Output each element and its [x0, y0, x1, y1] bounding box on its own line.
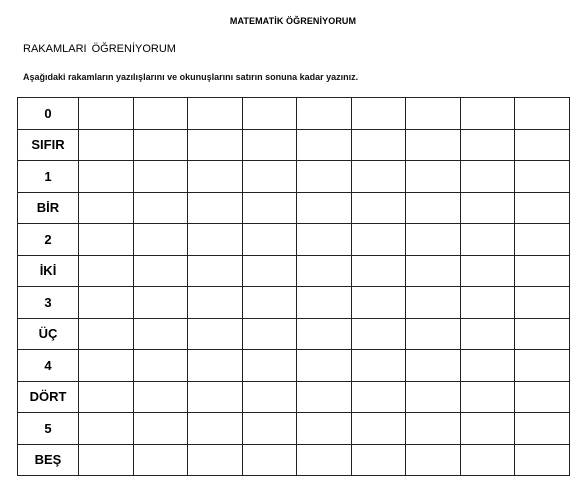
writing-cell[interactable] — [351, 413, 406, 445]
writing-cell[interactable] — [460, 192, 515, 224]
writing-cell[interactable] — [133, 444, 188, 476]
writing-cell[interactable] — [460, 98, 515, 130]
worksheet-grid-body — [18, 98, 570, 476]
writing-cell[interactable] — [515, 255, 570, 287]
writing-cell[interactable] — [188, 98, 243, 130]
worksheet-row — [18, 381, 570, 413]
row-label: BEŞ — [18, 444, 79, 476]
writing-cell[interactable] — [406, 381, 461, 413]
writing-cell[interactable] — [460, 413, 515, 445]
worksheet-row — [18, 255, 570, 287]
writing-cell[interactable] — [79, 98, 134, 130]
writing-cell[interactable] — [133, 381, 188, 413]
writing-cell[interactable] — [297, 255, 352, 287]
writing-cell[interactable] — [515, 129, 570, 161]
writing-cell[interactable] — [188, 192, 243, 224]
writing-cell[interactable] — [79, 255, 134, 287]
writing-cell[interactable] — [515, 287, 570, 319]
writing-cell[interactable] — [133, 318, 188, 350]
writing-cell[interactable] — [406, 129, 461, 161]
document-title: MATEMATİK ÖĞRENİYORUM — [229, 16, 357, 26]
writing-cell[interactable] — [188, 413, 243, 445]
writing-cell[interactable] — [188, 224, 243, 256]
row-label: ÜÇ — [18, 318, 79, 350]
writing-cell[interactable] — [351, 381, 406, 413]
writing-cell[interactable] — [406, 192, 461, 224]
writing-cell[interactable] — [297, 287, 352, 319]
writing-cell[interactable] — [242, 129, 297, 161]
writing-cell[interactable] — [133, 350, 188, 382]
writing-cell[interactable] — [242, 192, 297, 224]
worksheet-row — [18, 161, 570, 193]
writing-cell[interactable] — [188, 129, 243, 161]
row-label: 0 — [18, 98, 79, 130]
writing-cell[interactable] — [297, 161, 352, 193]
writing-cell[interactable] — [515, 224, 570, 256]
worksheet-grid — [17, 97, 570, 476]
writing-cell[interactable] — [406, 350, 461, 382]
writing-cell[interactable] — [351, 224, 406, 256]
writing-cell[interactable] — [406, 224, 461, 256]
writing-cell[interactable] — [297, 413, 352, 445]
writing-cell[interactable] — [351, 287, 406, 319]
writing-cell[interactable] — [297, 444, 352, 476]
row-label: DÖRT — [18, 381, 79, 413]
writing-cell[interactable] — [351, 255, 406, 287]
writing-cell[interactable] — [79, 161, 134, 193]
writing-cell[interactable] — [79, 129, 134, 161]
worksheet-row — [18, 350, 570, 382]
writing-cell[interactable] — [460, 381, 515, 413]
row-label: 4 — [18, 350, 79, 382]
writing-cell[interactable] — [242, 413, 297, 445]
writing-cell[interactable] — [242, 98, 297, 130]
writing-cell[interactable] — [460, 444, 515, 476]
writing-cell[interactable] — [188, 287, 243, 319]
writing-cell[interactable] — [133, 98, 188, 130]
writing-cell[interactable] — [188, 161, 243, 193]
writing-cell[interactable] — [188, 318, 243, 350]
writing-cell[interactable] — [351, 444, 406, 476]
writing-cell[interactable] — [133, 129, 188, 161]
row-label: İKİ — [18, 255, 79, 287]
writing-cell[interactable] — [133, 192, 188, 224]
writing-cell[interactable] — [297, 224, 352, 256]
writing-cell[interactable] — [351, 192, 406, 224]
row-label: 5 — [18, 413, 79, 445]
writing-cell[interactable] — [351, 98, 406, 130]
worksheet-row — [18, 287, 570, 319]
writing-cell[interactable] — [351, 350, 406, 382]
worksheet-row — [18, 192, 570, 224]
row-label: SIFIR — [18, 129, 79, 161]
writing-cell[interactable] — [515, 98, 570, 130]
writing-cell[interactable] — [515, 192, 570, 224]
writing-cell[interactable] — [242, 381, 297, 413]
worksheet-grid-container — [17, 97, 586, 492]
writing-cell[interactable] — [79, 444, 134, 476]
writing-cell[interactable] — [351, 129, 406, 161]
writing-cell[interactable] — [133, 224, 188, 256]
writing-cell[interactable] — [242, 287, 297, 319]
writing-cell[interactable] — [242, 161, 297, 193]
writing-cell[interactable] — [406, 255, 461, 287]
row-label: BİR — [18, 192, 79, 224]
writing-cell[interactable] — [133, 161, 188, 193]
writing-cell[interactable] — [79, 350, 134, 382]
worksheet-row — [18, 318, 570, 350]
writing-cell[interactable] — [515, 350, 570, 382]
writing-cell[interactable] — [242, 444, 297, 476]
writing-cell[interactable] — [188, 350, 243, 382]
worksheet-row — [18, 129, 570, 161]
writing-cell[interactable] — [133, 255, 188, 287]
writing-cell[interactable] — [406, 161, 461, 193]
section-subtitle: RAKAMLARI ÖĞRENİYORUM — [23, 43, 176, 55]
writing-cell[interactable] — [460, 318, 515, 350]
row-label: 2 — [18, 224, 79, 256]
instruction-text: Aşağıdaki rakamların yazılışlarını ve okunuşlarını satırın sonuna kadar yazınız. — [23, 72, 359, 82]
writing-cell[interactable] — [242, 255, 297, 287]
worksheet-row — [18, 224, 570, 256]
writing-cell[interactable] — [460, 350, 515, 382]
writing-cell[interactable] — [515, 444, 570, 476]
writing-cell[interactable] — [406, 413, 461, 445]
writing-cell[interactable] — [242, 318, 297, 350]
writing-cell[interactable] — [79, 381, 134, 413]
writing-cell[interactable] — [406, 98, 461, 130]
writing-cell[interactable] — [460, 255, 515, 287]
writing-cell[interactable] — [460, 287, 515, 319]
writing-cell[interactable] — [79, 192, 134, 224]
writing-cell[interactable] — [188, 381, 243, 413]
writing-cell[interactable] — [515, 318, 570, 350]
writing-cell[interactable] — [79, 224, 134, 256]
writing-cell[interactable] — [406, 444, 461, 476]
worksheet-row — [18, 444, 570, 476]
writing-cell[interactable] — [515, 161, 570, 193]
writing-cell[interactable] — [79, 287, 134, 319]
writing-cell[interactable] — [133, 287, 188, 319]
writing-cell[interactable] — [297, 129, 352, 161]
writing-cell[interactable] — [460, 161, 515, 193]
writing-cell[interactable] — [297, 350, 352, 382]
writing-cell[interactable] — [297, 192, 352, 224]
writing-cell[interactable] — [460, 224, 515, 256]
writing-cell[interactable] — [188, 255, 243, 287]
worksheet-row — [18, 413, 570, 445]
row-label: 3 — [18, 287, 79, 319]
writing-cell[interactable] — [297, 381, 352, 413]
writing-cell[interactable] — [297, 98, 352, 130]
writing-cell[interactable] — [133, 413, 188, 445]
writing-cell[interactable] — [515, 381, 570, 413]
writing-cell[interactable] — [406, 287, 461, 319]
writing-cell[interactable] — [406, 318, 461, 350]
writing-cell[interactable] — [460, 129, 515, 161]
writing-cell[interactable] — [351, 161, 406, 193]
writing-cell[interactable] — [515, 413, 570, 445]
writing-cell[interactable] — [242, 350, 297, 382]
writing-cell[interactable] — [79, 413, 134, 445]
writing-cell[interactable] — [79, 318, 134, 350]
writing-cell[interactable] — [242, 224, 297, 256]
writing-cell[interactable] — [351, 318, 406, 350]
row-label: 1 — [18, 161, 79, 193]
writing-cell[interactable] — [188, 444, 243, 476]
writing-cell[interactable] — [297, 318, 352, 350]
worksheet-row — [18, 98, 570, 130]
